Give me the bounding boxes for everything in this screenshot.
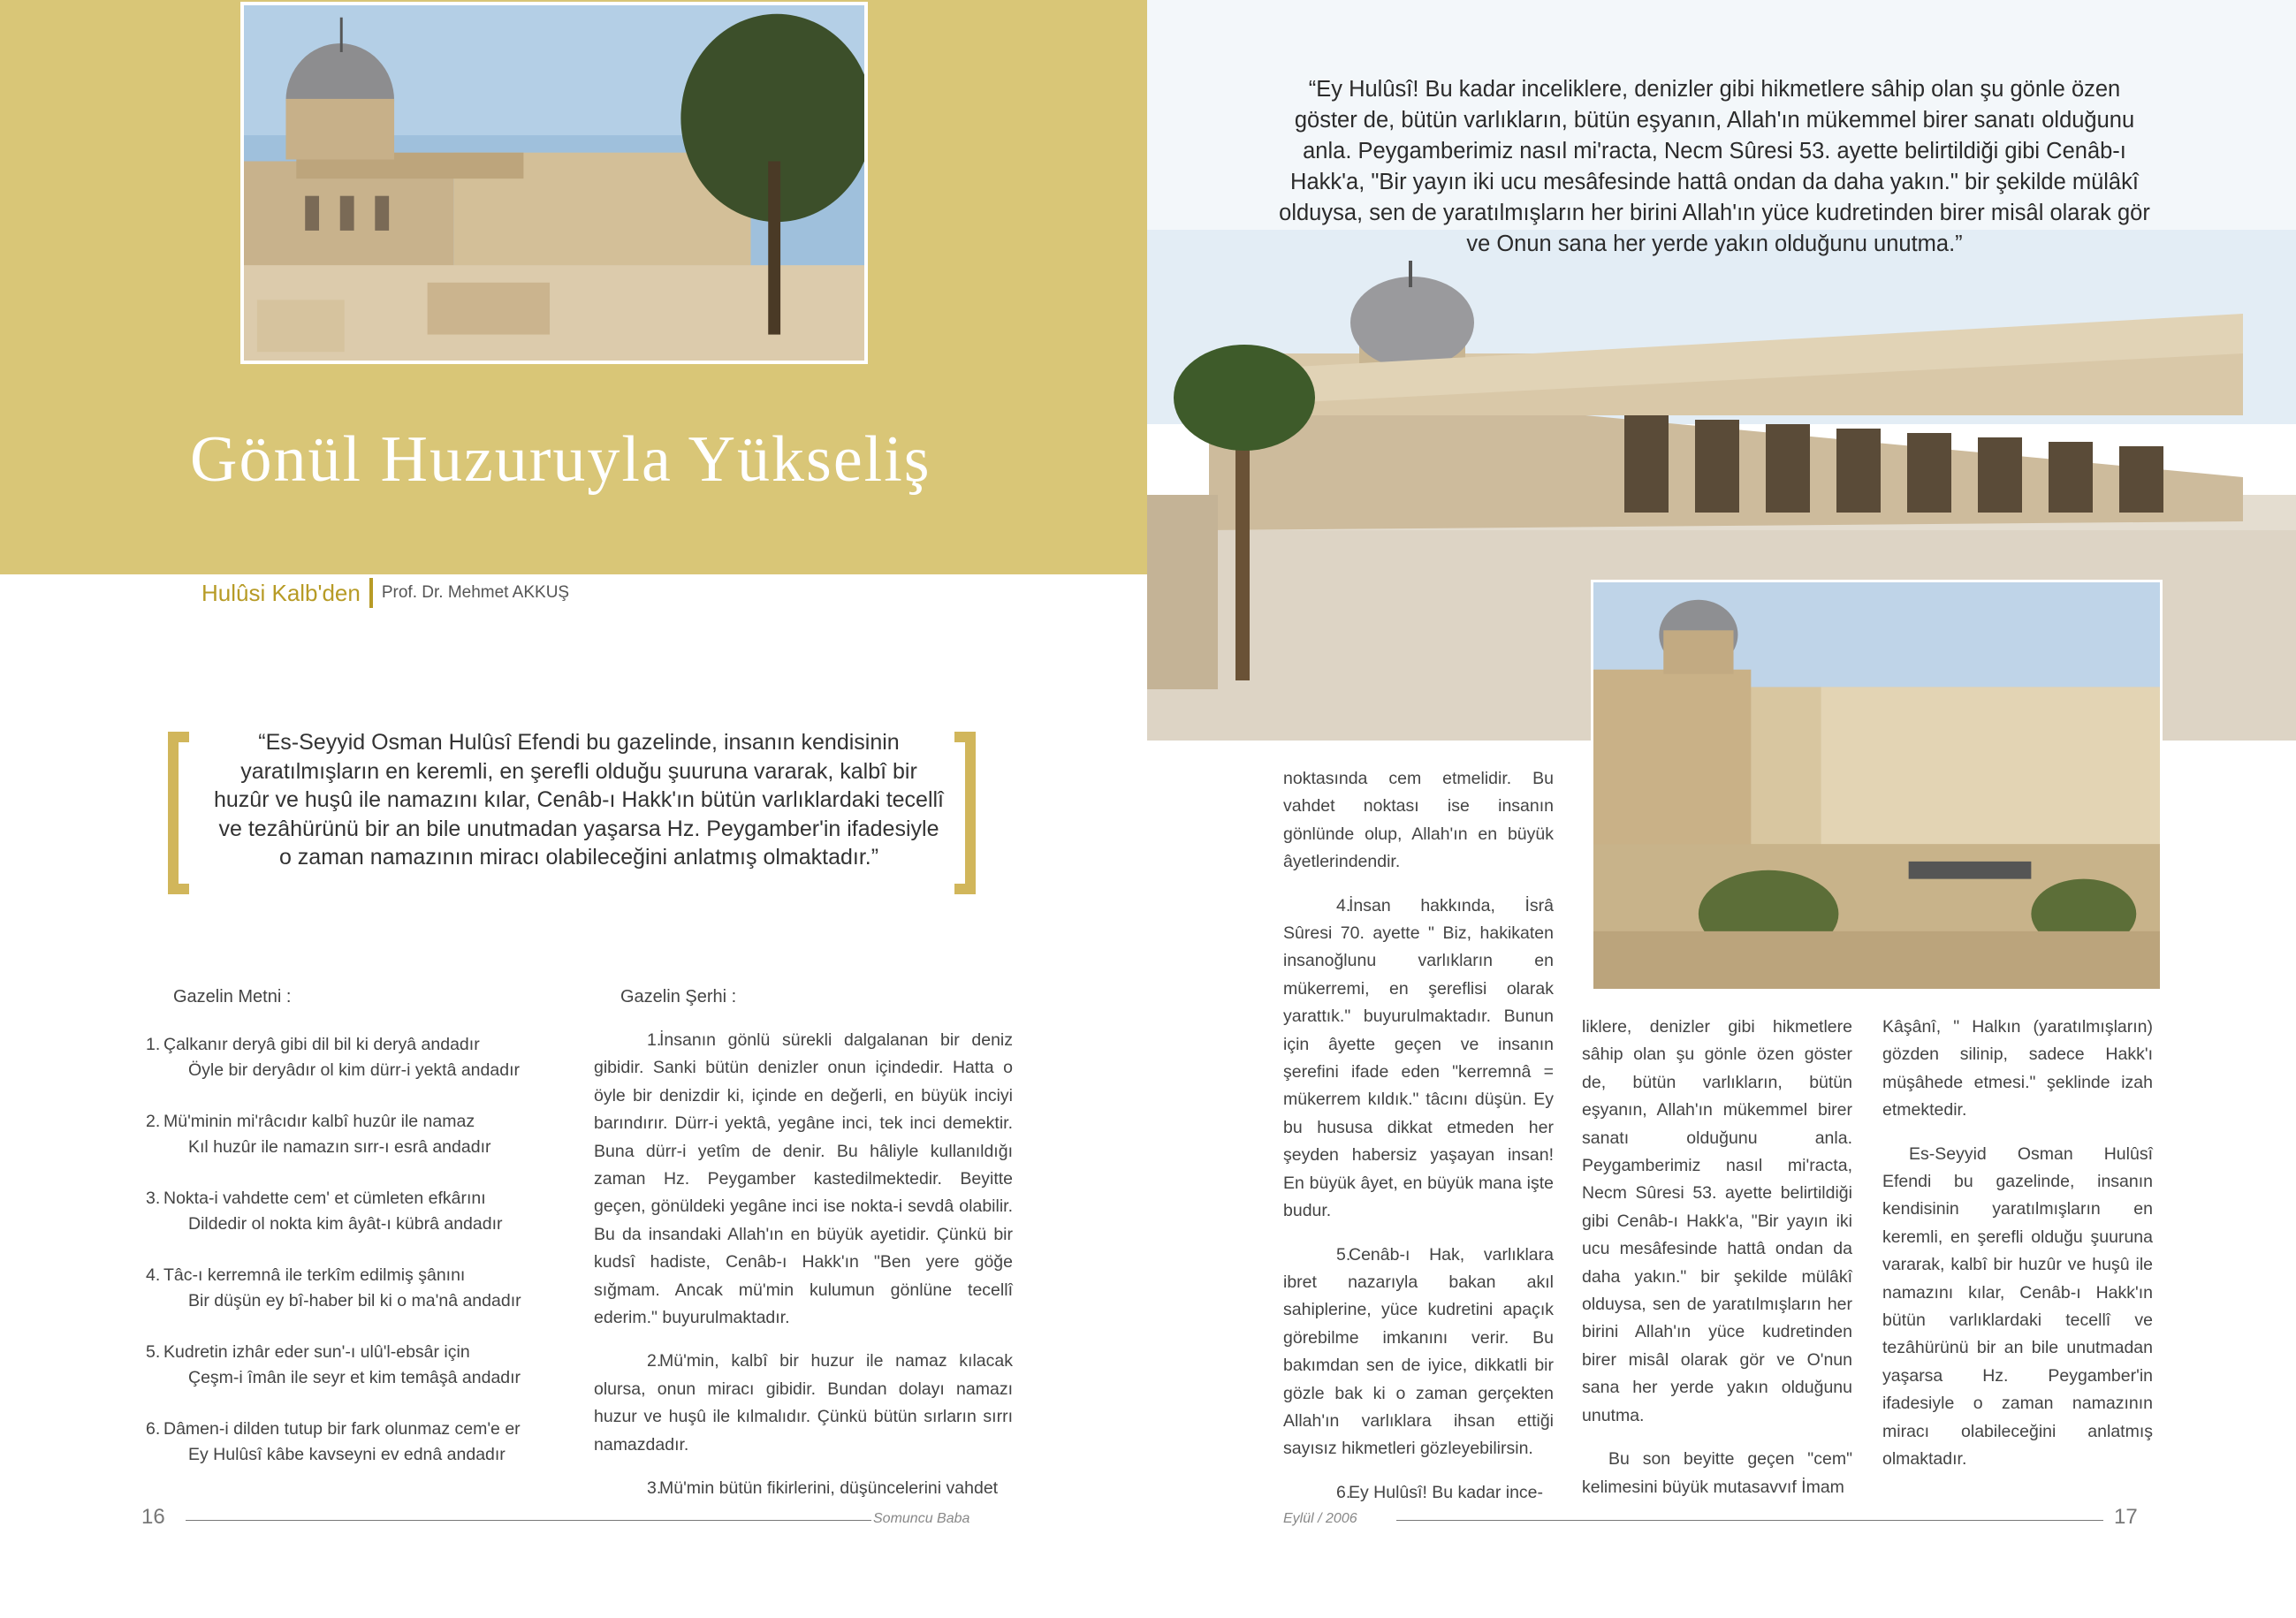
left-page-number: 16 [141,1505,165,1529]
issue-date: Eylül / 2006 [1283,1511,1357,1526]
paragraph-number: 3. [647,1478,662,1499]
right-page-number: 17 [2114,1505,2138,1529]
commentary-column-2 [1283,765,1554,1523]
poem-text [146,1032,561,1493]
article-title: Gönül Huzuruyla Yükseliş [190,423,931,496]
right-footer-line [1396,1520,2103,1521]
poem-verse [146,1186,561,1237]
paragraph-text: Mü'min, kalbî bir huzur ile namaz kılacak olursa, onun miracı gibidir. Bundan dolayı namazı huzur ve huşû ile kılmalıdır. Çünkü bütün sırların sırrı namazdadır. [594,1351,1013,1455]
right-bracket [954,732,976,894]
pull-quote: “Ey Hulûsî! Bu kadar inceliklere, denizler gibi hikmetlere sâhip olan şu gönle özen göster de, bütün varlıkların, bütün eşyanın, Allah'ın mükemmel birer sanatı olduğunu anla. Peygamberimiz nasıl mi'racta, Necm Sûresi 53. ayette belirtildiği gibi Cenâb-ı Hakk'a, "Bir yayın iki ucu mesâfesinde hattâ ondan da daha yakın." bir şekilde mülâkî olduysa, sen de yaratılmışların her birini Allah'ın yüce kudretinden birer misâl olarak gör ve Onun sana her yerde yakın olduğunu unutma.” [1279,77,2150,256]
commentary-paragraph [1283,893,1554,1226]
magazine-name: Somuncu Baba [873,1511,970,1526]
verse-line: Kıl huzûr ile namazın sırr-ı esrâ andadır [188,1137,491,1157]
paragraph-text: Bu son beyitte geçen "cem" kelimesini büyük mutasavvıf İmam [1582,1449,1852,1497]
paragraph-number: 1. [647,1030,662,1050]
author-name: Prof. Dr. Mehmet AKKUŞ [381,583,570,602]
verse-line: Dâmen-i dilden tutup bir fark olunmaz cem'e er [163,1419,521,1439]
paragraph-number: 4. [1336,895,1351,915]
byline [201,578,569,608]
verse-number: 1. [146,1035,161,1054]
paragraph-text: İnsanın gönlü sürekli dalgalanan bir deniz gibidir. Sanki bütün denizler onun içindedir. Hatta o öyle bir denizdir ki, içinde en değerli, en büyük inciyi barındırır. Dürr-i yektâ, yegâne inci, tek inci demektir. Buna dürr-i yetîm de denir. Bu hâliyle kullanıldığı zaman Hz. Peygamber kastedilmektedir. Beyitte geçen, gönüldeki yegâne inci ise nokta-i sevdâ olabilir. Bu da insandaki Allah'ın en büyük ayetidir. Çünkü bir kudsî hadiste, Cenâb-ı Hakk'ın "Ben yere göğe sığmam. Ancak mü'min kulumun gönlüne tecellî ederim." buyurulmaktadır. [594,1030,1013,1328]
commentary-paragraph [1283,1479,1554,1507]
paragraph-text: noktasında cem etmelidir. Bu vahdet noktası ise insanın gönlünde olup, Allah'ın en büyük âyetlerindendir. [1283,769,1554,872]
verse-line: Nokta-i vahdette cem' et cümleten efkârını [163,1189,486,1208]
column-name: Hulûsi Kalb'den [201,579,361,606]
poem-heading: Gazelin Metni : [173,987,292,1007]
paragraph-text: İnsan hakkında, İsrâ Sûresi 70. ayette " Biz, hakikaten insanoğlunu varlıkların en mükerremi, en şereflisi olarak yarattık." buyurulmaktadır. Bunun için âyette geçen ve insanın şerefini ifade eden "kerremnâ = mükerrem kıldık." tâcını düşün. Ey bu hususa dikkat etmeden her şeyden habersiz yaşayan insan! En büyük âyet, en büyük mana işte budur. [1283,895,1554,1221]
verse-line: Öyle bir deryâdır ol kim dürr-i yektâ andadır [188,1060,520,1080]
poem-verse [146,1340,561,1391]
paragraph-number: 6. [1336,1482,1351,1502]
verse-number: 6. [146,1419,161,1439]
commentary-paragraph [1582,1446,1852,1501]
left-bracket [168,732,189,894]
paragraph-text: Es-Seyyid Osman Hulûsî Efendi bu gazelinde, insanın kendisinin yaratılmışların en keremli, en şerefli olduğu şuuruna vararak, kalbî bir huzûr ve huşû ile namazını kılar, Cenâb-ı Hakk'ın bütün varlıklardaki tecellî ve tezâhürünü bir an bile unutmadan yaşarsa Hz. Peygamber'in ifadesiyle o zaman namazının miracı olabileceğini anlatmış olmaktadır. [1882,1143,2153,1470]
verse-line: Bir düşün ey bî-haber bil ki o ma'nâ andadır [188,1291,521,1310]
commentary-paragraph [594,1348,1013,1459]
commentary-paragraph [594,1027,1013,1332]
verse-line: Mü'minin mi'râcıdır kalbî huzûr ile namaz [163,1112,475,1131]
verse-number: 3. [146,1189,161,1208]
verse-number: 2. [146,1112,161,1131]
poem-verse [146,1109,561,1160]
verse-line: Tâc-ı kerremnâ ile terkîm edilmiş şânını [163,1265,466,1285]
mosque-dome-ruins-photo [1591,580,2163,991]
paragraph-number: 5. [1336,1244,1351,1265]
commentary-paragraph [1882,1014,2153,1125]
verse-line: Ey Hulûsî kâbe kavseyni ev ednâ andadır [188,1445,506,1464]
paragraph-text: Kâşânî, " Halkın (yaratılmışların) gözden silinip, sadece Hakk'ı müşâhede etmesi." şeklinde izah etmektedir. [1882,1017,2153,1120]
commentary-column-1 [594,1027,1013,1519]
commentary-paragraph [594,1475,1013,1502]
commentary-paragraph [1582,1014,1852,1430]
paragraph-text: Ey Hulûsî! Bu kadar ince- [1349,1482,1544,1502]
mosque-courtyard-photo [240,2,868,364]
poem-verse [146,1263,561,1314]
left-footer-line [186,1520,871,1521]
commentary-heading: Gazelin Şerhi : [620,987,737,1007]
poem-verse [146,1417,561,1468]
paragraph-text: Cenâb-ı Hak, varlıklara ibret nazarıyla bakan akıl sahiplerine, yüce kudretini apaçık görebilme imkanını verir. Bu bakımdan sen de iyice, dikkatli bir gözle bak ki o zaman gerçekten Allah'ın varlıklara ihsan ettiği sayısız hikmetleri gözleyebilirsin. [1283,1244,1554,1459]
commentary-column-3 [1582,1014,1852,1517]
paragraph-number: 2. [647,1351,662,1371]
commentary-column-4 [1882,1014,2153,1490]
verse-number: 5. [146,1342,161,1362]
poem-verse [146,1032,561,1083]
paragraph-text: liklere, denizler gibi hikmetlere sâhip olan şu gönle özen göster de, bütün varlıkların, bütün eşyanın, Allah'ın mükemmel birer sanatı olduğunu anla. Peygamberimiz nasıl mi'racta, Necm Sûresi 53. ayette belirtildiği gibi Cenâb-ı Hakk'a, "Bir yayın iki ucu mesâfesinde hattâ ondan da daha yakın." bir şekilde mülâkî olduysa, sen de yaratılmışların her birini Allah'ın yüce kudretinden birer misâl olarak gör ve O'nun sana her yerde yakın olduğunu unutma. [1582,1017,1852,1425]
verse-line: Çeşm-i îmân ile seyr et kim temâşâ andadır [188,1368,521,1387]
verse-line: Çalkanır deryâ gibi dil bil ki deryâ andadır [163,1035,480,1054]
commentary-paragraph [1283,1242,1554,1463]
commentary-paragraph [1882,1141,2153,1474]
commentary-paragraph [1283,765,1554,877]
verse-line: Kudretin izhâr eder sun'-ı ulû'l-ebsâr için [163,1342,470,1362]
byline-divider [369,578,373,608]
paragraph-text: Mü'min bütün fikirlerini, düşüncelerini vahdet [659,1478,999,1499]
verse-number: 4. [146,1265,161,1285]
intro-quote: “Es-Seyyid Osman Hulûsî Efendi bu gazelinde, insanın kendisinin yaratılmışların en keremli, en şerefli olduğu şuuruna vararak, kalbî bir huzûr ve huşû ile namazını kılar, Cenâb-ı Hakk'ın bütün varlıklardaki tecellî ve tezâhürünü bir an bile unutmadan yaşarsa Hz. Peygamber'in ifadesiyle o zaman namazının miracı olabileceğini anlatmış olmaktadır.” [213,730,944,870]
verse-line: Dildedir ol nokta kim âyât-ı kübrâ andadır [188,1214,503,1234]
